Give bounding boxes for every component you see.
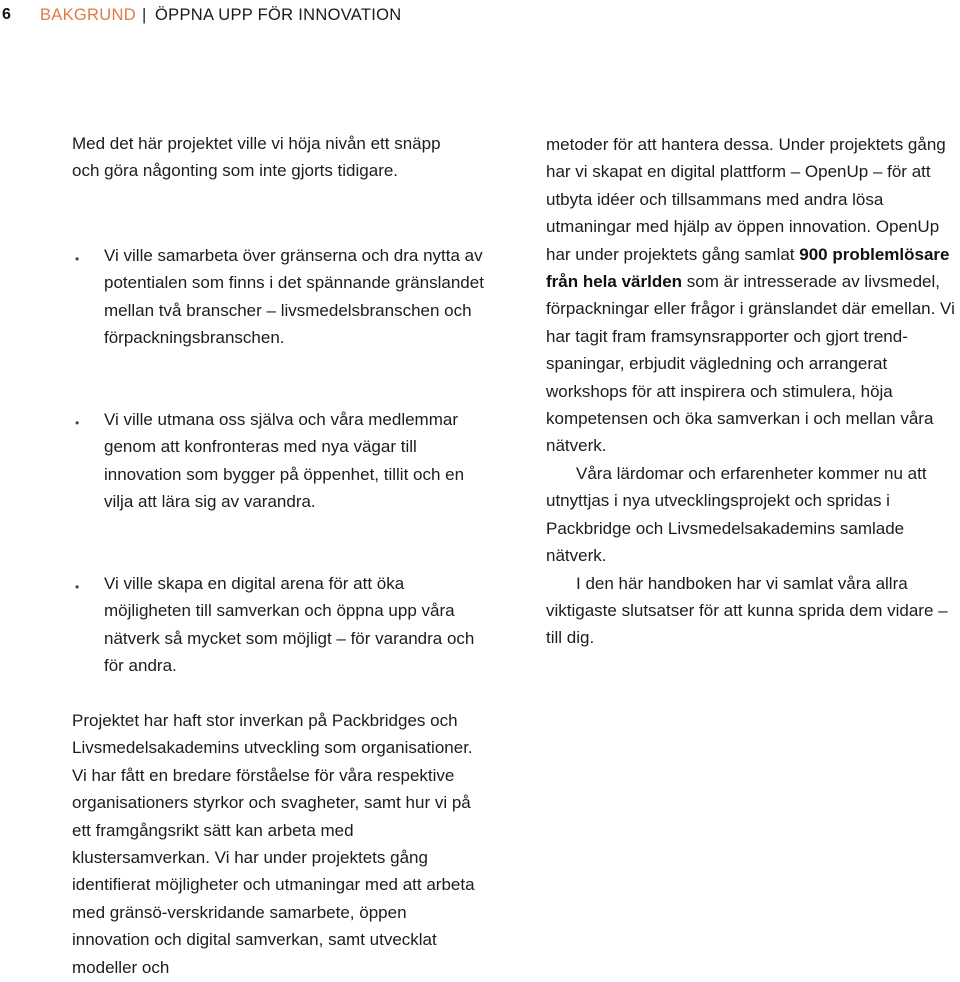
bullet-item: Vi ville utmana oss själva och våra medlemmar genom att konfronteras med nya vägar till innovation som bygger på öppenhet, tillit och en vilja att lära sig av varandra.: [104, 410, 465, 512]
bullet-item: Vi ville samarbeta över gränserna och dra nytta av potentialen som finns i det spännande gränslandet mellan två branscher – livsmedelsbranschen och förpackningsbranschen.: [104, 246, 484, 348]
impact-paragraph: Projektet har haft stor inverkan på Packbridges och Livsmedelsakademins utveckling som organisationer. Vi har fått en bredare förståelse för våra respektive organisationers styrkor och svagheter, samt hur vi på ett framgångsrikt sätt kan arbeta med klustersamverkan. Vi har under projektets gång identifierat möjligheter och utmaningar med att arbeta med gränsö-verskridande samarbete, öppen innovation och digital samverkan, samt utvecklat modeller och: [72, 711, 475, 977]
right-paragraph-2: Våra lärdomar och erfarenheter kommer nu att utnyttjas i nya utvecklingsprojekt och spridas i Packbridge och Livsmedelsakademins samlade nätverk.: [546, 463, 927, 566]
right-paragraph-3: I den här handboken har vi samlat våra allra viktigaste slutsatser för att kunna sprida dem vidare – till dig.: [546, 573, 948, 648]
topic-label: ÖPPNA UPP FÖR INNOVATION: [155, 6, 402, 24]
bullet-marker: •: [75, 580, 80, 594]
right-p1-text-a: metoder för att hantera dessa. Under projektets gång har vi skapat en digital plattform – OpenUp – för att utbyta idéer och tillsammans med andra lösa utmaningar med hjälp av öppen innovation. OpenUp har under projektets gång samlat: [546, 135, 946, 264]
intro-paragraph: Med det här projektet ville vi höja nivån ett snäpp och göra någonting som inte gjorts tidigare.: [72, 134, 441, 181]
right-column: [546, 131, 960, 652]
bullet-item: Vi ville skapa en digital arena för att öka möjligheten till samverkan och öppna upp våra nätverk så mycket som möjligt – för varandra och för andra.: [104, 574, 475, 676]
page-number: 6: [2, 6, 11, 23]
header-separator: |: [142, 6, 147, 24]
right-paragraph-1: [546, 131, 960, 460]
bullet-marker: •: [75, 416, 80, 430]
section-label: BAKGRUND: [40, 6, 136, 24]
highlight-stat: 900 problemlösare från hela världen: [546, 244, 950, 292]
bullet-marker: •: [75, 252, 80, 266]
right-p1-text-b: som är intresserade av livsmedel, förpackningar eller frågor i gränslandet där emellan. Vi har tagit fram framsynsrapporter och gjort trend-spaningar, erbjudit vägledning och arrangerat workshops för att inspirera och stimulera, höja kompetensen och öka samverkan i och mellan våra nätverk.: [546, 272, 955, 456]
